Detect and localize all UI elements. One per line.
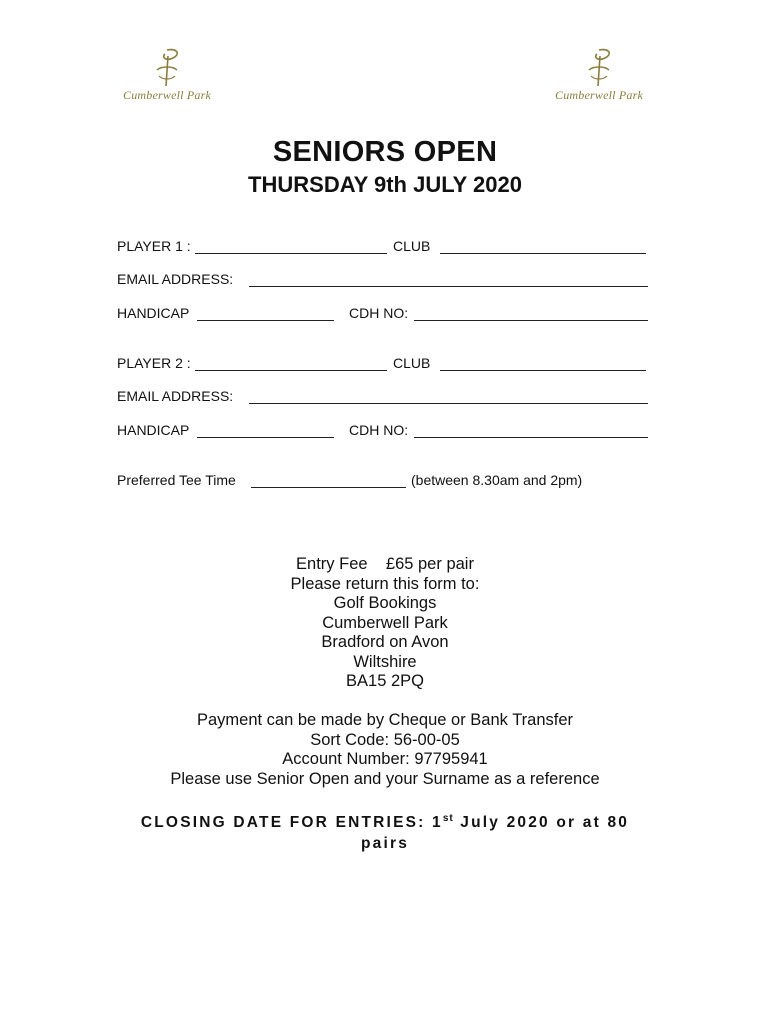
player1-cdh-label: CDH NO:: [349, 305, 409, 321]
event-date: THURSDAY 9th JULY 2020: [248, 172, 522, 197]
closing-prefix: CLOSING DATE FOR ENTRIES: 1: [140, 814, 443, 832]
golf-club-logo-icon: [147, 46, 187, 90]
player2-handicap-field[interactable]: [197, 423, 334, 438]
player2-club-field[interactable]: [440, 356, 646, 371]
club-logo-right: [544, 46, 654, 112]
logo-text: Cumberwell Park: [555, 88, 643, 102]
sort-code: Sort Code: 56-00-05: [310, 730, 460, 749]
player2-name-field[interactable]: [195, 356, 387, 371]
player2-cdh-field[interactable]: [414, 423, 648, 438]
player1-label: PLAYER 1 :: [117, 238, 191, 254]
player1-club-field[interactable]: [440, 239, 646, 254]
player1-handicap-field[interactable]: [197, 306, 334, 321]
player2-club-label: CLUB: [393, 355, 431, 371]
payment-method: Payment can be made by Cheque or Bank Transfer: [196, 711, 574, 729]
player2-email-label: EMAIL ADDRESS:: [117, 388, 234, 404]
address-line: Cumberwell Park: [322, 613, 448, 632]
tee-time-note: (between 8.30am and 2pm): [411, 472, 583, 488]
payment-info: [0, 711, 770, 789]
player1-name-field[interactable]: [195, 239, 387, 254]
player2-handicap-label: HANDICAP: [117, 422, 190, 438]
address-line: Golf Bookings: [333, 594, 437, 612]
closing-suffix: July 2020 or at 80 pairs: [360, 814, 630, 853]
player1-cdh-field[interactable]: [414, 306, 648, 321]
entry-fee: Entry Fee £65 per pair: [296, 555, 474, 573]
player1-email-field[interactable]: [249, 272, 648, 287]
player2-cdh-label: CDH NO:: [349, 422, 409, 438]
address-line: Wiltshire: [353, 652, 417, 671]
player1-email-label: EMAIL ADDRESS:: [117, 271, 234, 287]
return-info: [0, 555, 770, 692]
payment-reference: Please use Senior Open and your Surname as a reference: [170, 769, 600, 788]
account-number: Account Number: 97795941: [282, 750, 488, 768]
tee-time-label: Preferred Tee Time: [117, 472, 236, 488]
page-title: SENIORS OPEN: [272, 136, 498, 168]
golf-club-logo-icon: [579, 46, 619, 90]
player2-label: PLAYER 2 :: [117, 355, 191, 371]
closing-superscript: st: [442, 813, 454, 824]
return-to-label: Please return this form to:: [290, 574, 480, 593]
player1-club-label: CLUB: [393, 238, 431, 254]
closing-date: [120, 808, 650, 854]
player1-handicap-label: HANDICAP: [117, 305, 190, 321]
address-line: BA15 2PQ: [346, 672, 424, 690]
tee-time-field[interactable]: [251, 473, 406, 488]
logo-text: Cumberwell Park: [123, 88, 211, 102]
club-logo-left: [112, 46, 222, 112]
player2-email-field[interactable]: [249, 389, 648, 404]
address-line: Bradford on Avon: [321, 633, 449, 651]
